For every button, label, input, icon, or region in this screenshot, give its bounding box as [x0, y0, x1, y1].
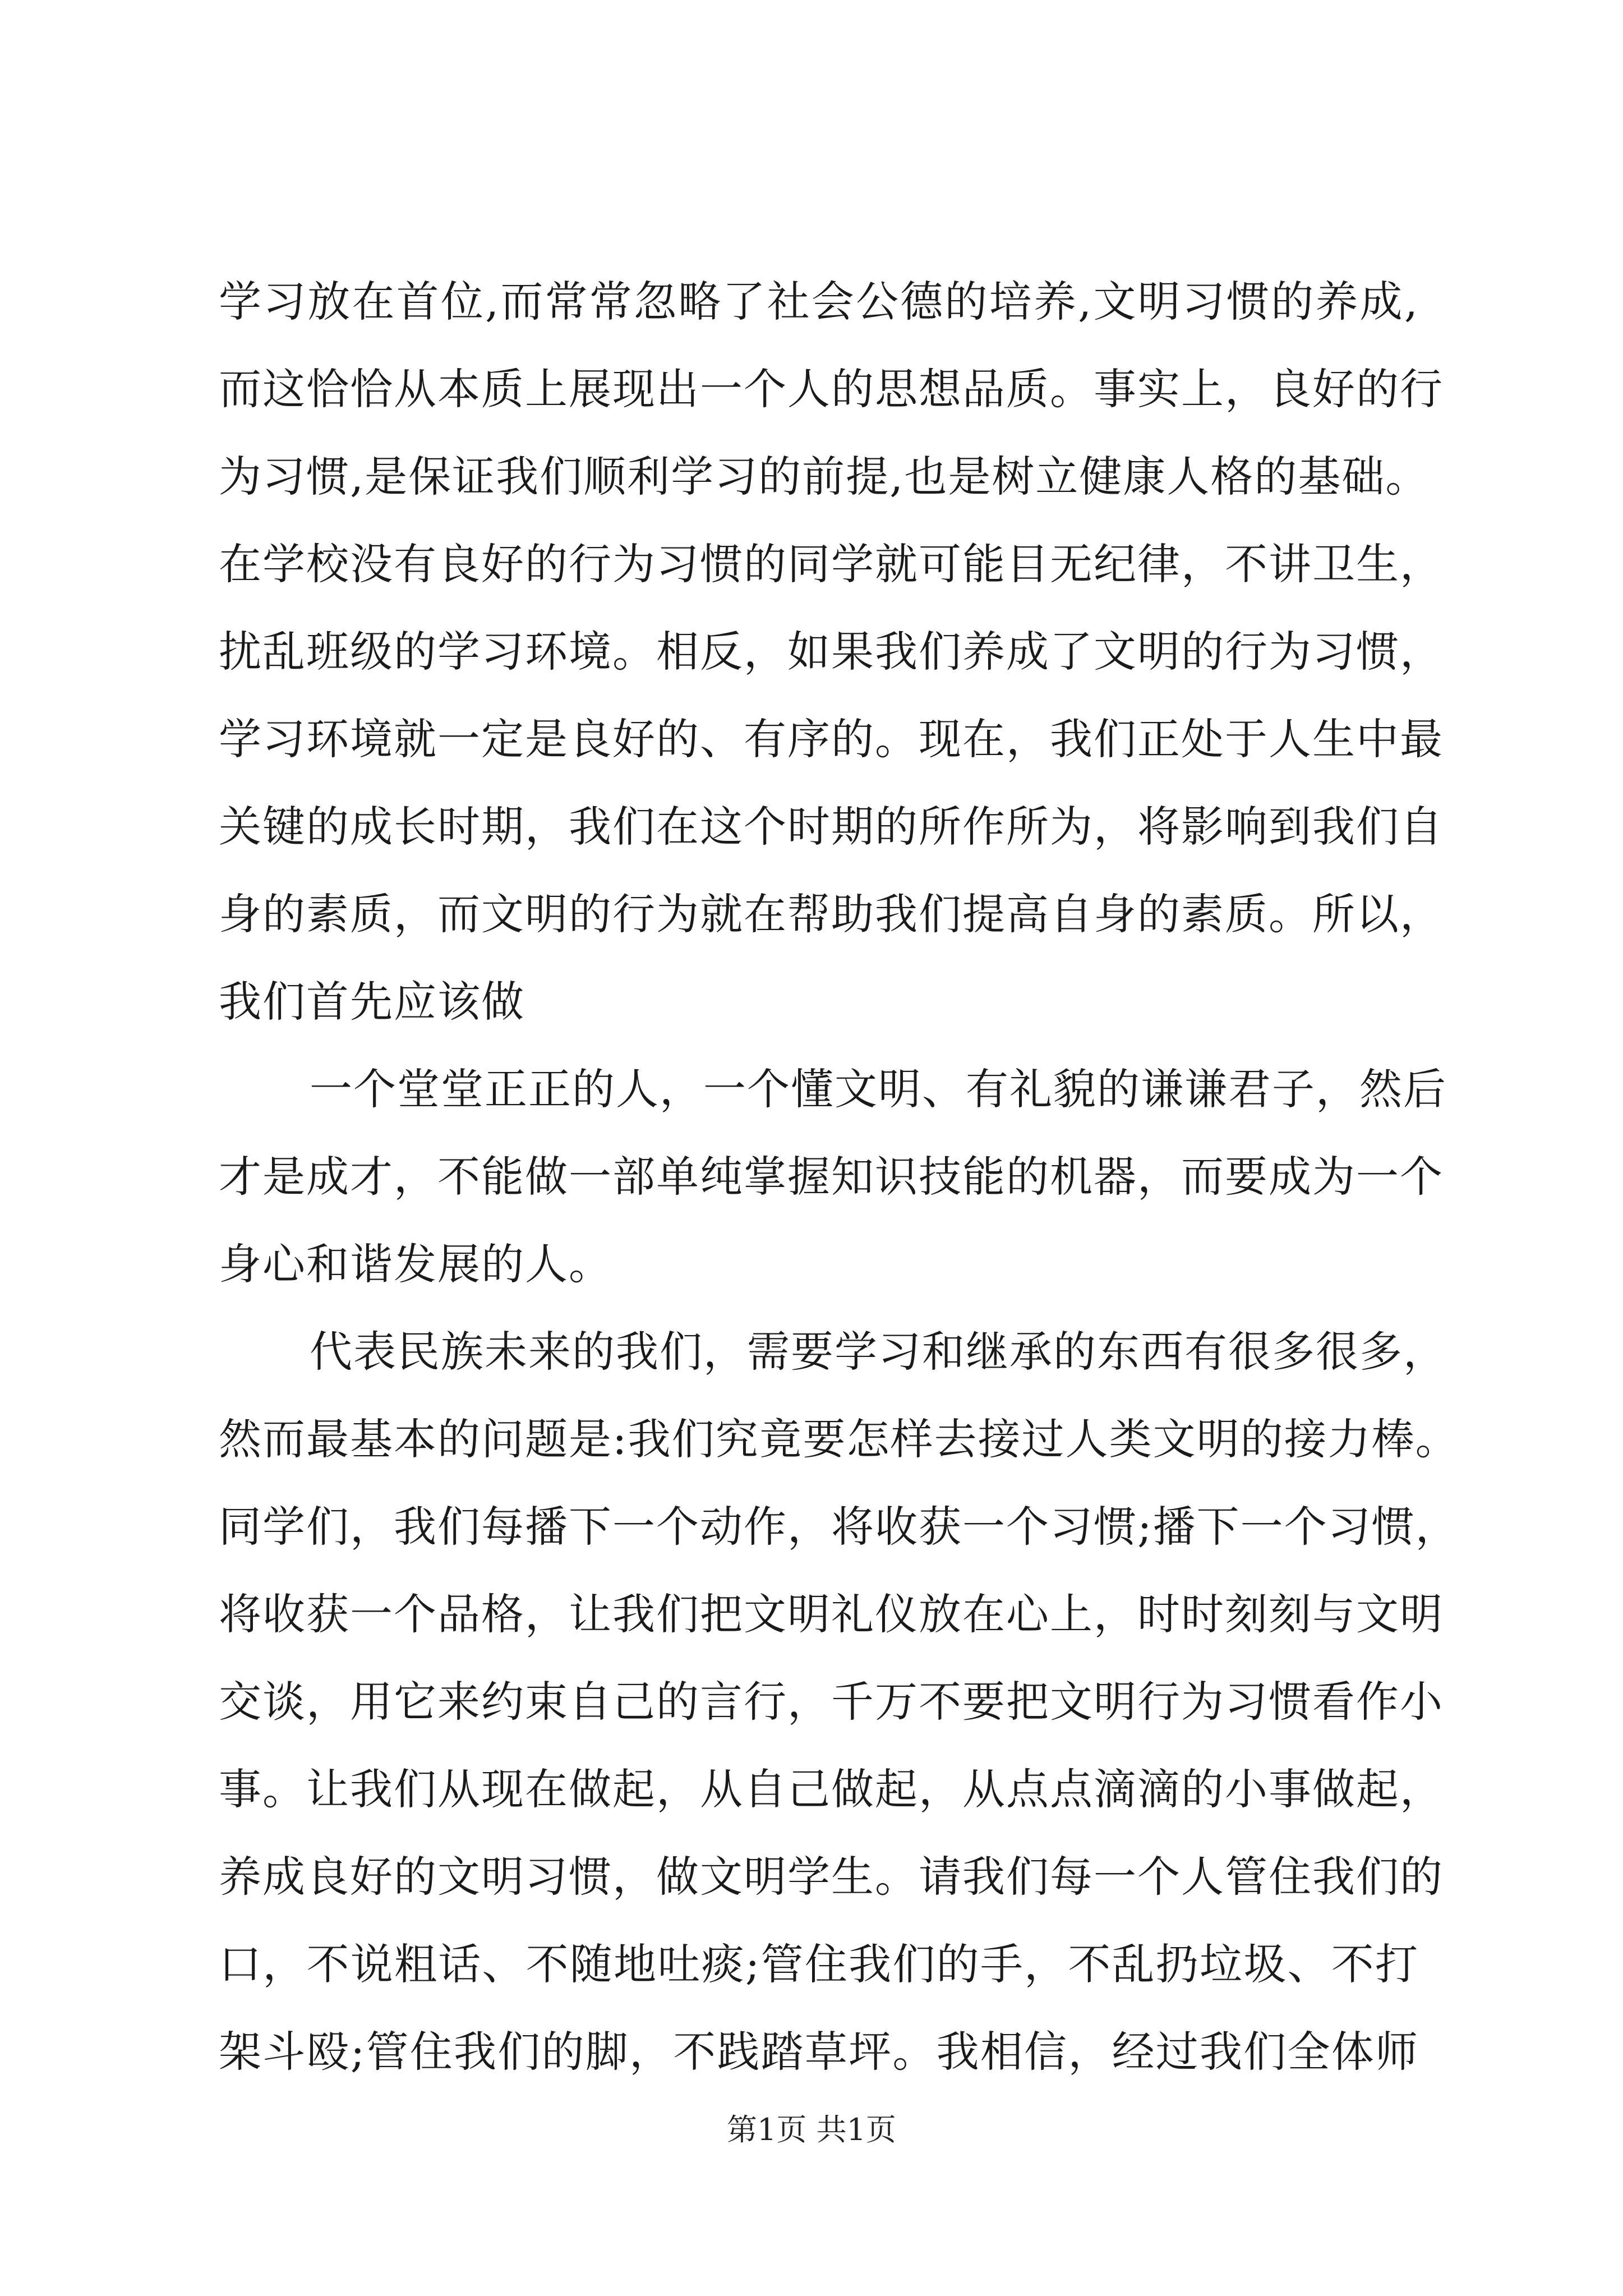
- text-line: 我们首先应该做: [219, 977, 525, 1027]
- text-line: 口，不说粗话、不随地吐痰;管住我们的手，不乱扔垃圾、不打: [219, 1939, 1419, 1989]
- text-line: 身的素质，而文明的行为就在帮助我们提高自身的素质。所以，: [219, 889, 1444, 939]
- text-line: 而这恰恰从本质上展现出一个人的思想品质。事实上，良好的行: [219, 364, 1444, 414]
- text-line: 同学们，我们每播下一个动作，将收获一个习惯;播下一个习惯，: [219, 1502, 1459, 1552]
- text-line: 在学校没有良好的行为习惯的同学就可能目无纪律，不讲卫生，: [219, 539, 1444, 589]
- text-line: 养成良好的文明习惯，做文明学生。请我们每一个人管住我们的: [219, 1852, 1444, 1902]
- text-line: 关键的成长时期，我们在这个时期的所作所为，将影响到我们自: [219, 802, 1444, 852]
- text-line: 将收获一个品格，让我们把文明礼仪放在心上，时时刻刻与文明: [219, 1589, 1444, 1639]
- body-text: [219, 258, 1459, 2096]
- text-line: 为习惯,是保证我们顺利学习的前提,也是树立健康人格的基础。: [219, 452, 1430, 501]
- text-line: 一个堂堂正正的人，一个懂文明、有礼貌的谦谦君子，然后: [310, 1064, 1447, 1114]
- text-line: 学习放在首位,而常常忽略了社会公德的培养,文明习惯的养成,: [219, 277, 1419, 326]
- page-footer: 第1页 共1页: [727, 2112, 896, 2147]
- text-line: 事。让我们从现在做起，从自己做起，从点点滴滴的小事做起，: [219, 1764, 1444, 1814]
- text-line: 代表民族未来的我们，需要学习和继承的东西有很多很多，: [310, 1327, 1447, 1377]
- text-line: 身心和谐发展的人。: [219, 1239, 612, 1289]
- text-line: 扰乱班级的学习环境。相反，如果我们养成了文明的行为习惯，: [219, 627, 1444, 677]
- text-line: 然而最基本的问题是:我们究竟要怎样去接过人类文明的接力棒。: [219, 1414, 1459, 1464]
- text-line: 架斗殴;管住我们的脚，不践踏草坪。我相信，经过我们全体师: [219, 2027, 1419, 2077]
- text-line: 学习环境就一定是良好的、有序的。现在，我们正处于人生中最: [219, 714, 1444, 764]
- text-line: 才是成才，不能做一部单纯掌握知识技能的机器，而要成为一个: [219, 1152, 1444, 1202]
- text-line: 交谈，用它来约束自己的言行，千万不要把文明行为习惯看作小: [219, 1677, 1444, 1727]
